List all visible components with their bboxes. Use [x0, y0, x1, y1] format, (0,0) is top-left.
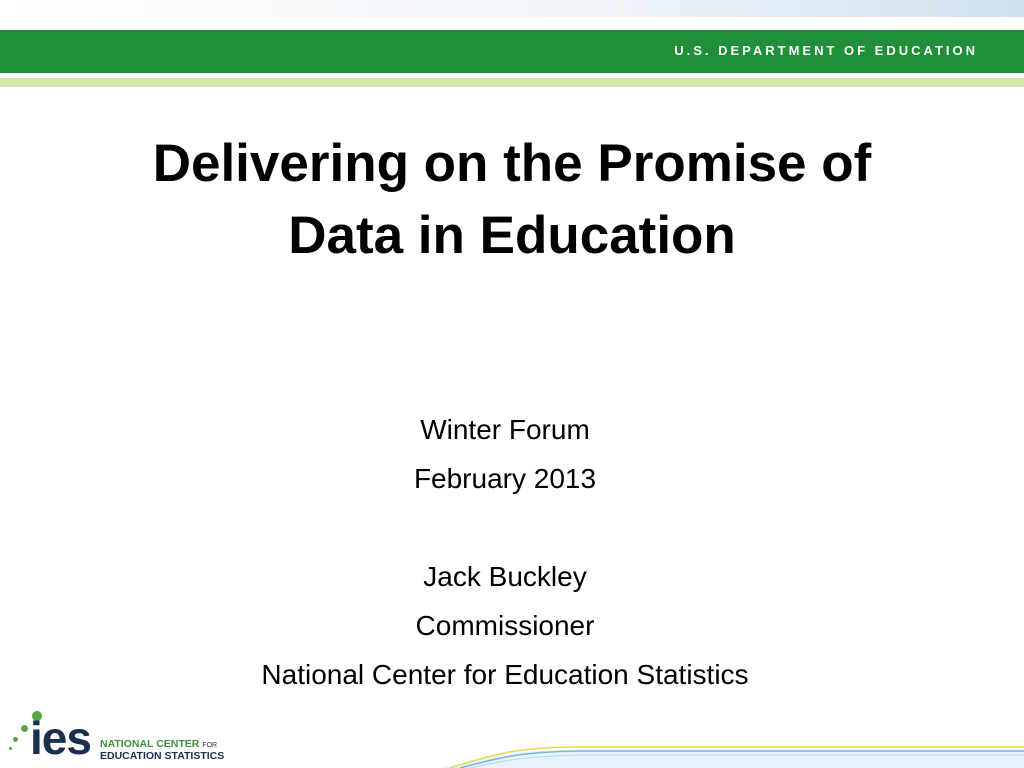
- title-line-1: Delivering on the Promise of: [152, 134, 872, 193]
- header-accent-line: [0, 78, 1024, 87]
- header-bar: [0, 30, 1024, 73]
- logo-line-1-suffix: FOR: [202, 742, 218, 749]
- slide-title: [0, 128, 1024, 272]
- event-date: February 2013: [413, 463, 597, 494]
- event-name: Winter Forum: [420, 414, 590, 445]
- presentation-details: [0, 405, 1010, 699]
- department-label: U.S. DEPARTMENT OF EDUCATION: [674, 43, 978, 58]
- top-gradient-band: [0, 0, 1024, 17]
- logo-line-1: NATIONAL CENTER: [100, 738, 200, 750]
- logo-agency-name: [100, 739, 224, 762]
- bottom-swoosh-decoration: [440, 738, 1024, 768]
- spacer: [0, 503, 1010, 552]
- title-line-2: Data in Education: [288, 206, 736, 265]
- presenter-role: Commissioner: [415, 610, 595, 641]
- logo-wordmark: ies: [30, 712, 91, 764]
- logo-line-2: EDUCATION STATISTICS: [100, 750, 225, 762]
- presenter-organization: National Center for Education Statistics: [261, 659, 749, 690]
- ies-nces-logo: [8, 709, 248, 765]
- presenter-name: Jack Buckley: [423, 561, 587, 592]
